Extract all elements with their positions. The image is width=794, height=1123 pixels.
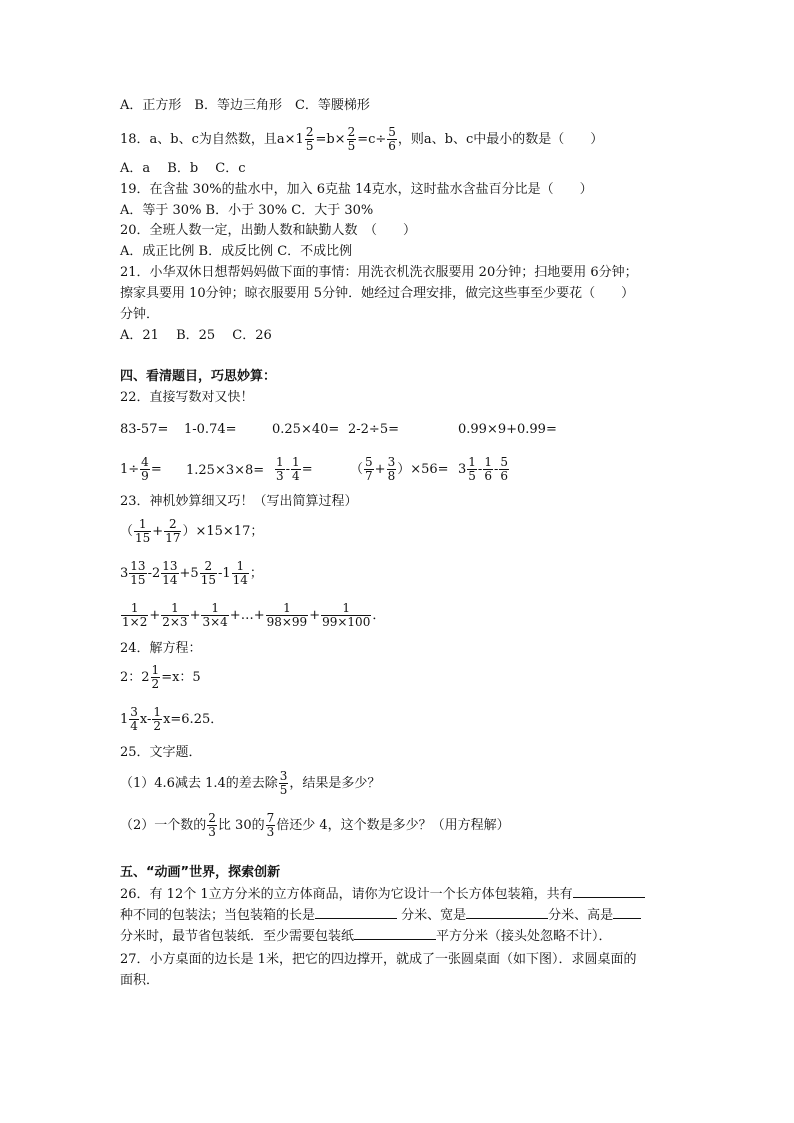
q22-r2-a: 1÷ $\frac{4}{9}$ = (120, 455, 162, 483)
q17-options: A．正方形 B．等边三角形 C．等腰梯形 (120, 98, 370, 113)
q27-line1: 27．小方桌面的边长是 1米，把它的四边撑开，就成了一张圆桌面（如下图）．求圆桌面的 (120, 952, 637, 967)
q22-title: 22．直接写数对又快！ (120, 390, 254, 405)
q20-stem: 20．全班人数一定，出勤人数和缺勤人数 （ ） (120, 223, 417, 238)
q23-title: 23．神机妙算细又巧！（写出简算过程） (120, 494, 358, 509)
q18-options: A．a B．b C．c (120, 161, 246, 176)
section4-title: 四、看清题目，巧思妙算： (120, 369, 277, 384)
q24-a: 2：2 $\frac{1}{2}$ =x：5 (120, 663, 201, 691)
q22-r2-c: $\frac{1}{3}$ - $\frac{1}{4}$ = (276, 455, 313, 483)
q20-options: A．成正比例 B．成反比例 C．不成比例 (120, 244, 353, 259)
q26-line1: 26．有 12个 1立方分米的立方体商品，请你为它设计一个长方体包装箱，共有 (120, 885, 645, 904)
q21-line1: 21．小华双休日想帮妈妈做下面的事情：用洗衣机洗衣服要用 20分钟；扫地要用 6分钟； (120, 265, 638, 280)
q18-stem: 18．a、b、c为自然数，且a×1 $\frac{2}{5}$ =b× $\frac{2}{5}$ =c÷ $\frac{5}{6}$ ，则a、b、c中最小的数是（ ） (120, 125, 604, 153)
q22-r2-d: （ $\frac{5}{7}$ + $\frac{3}{8}$ ）×56= (350, 455, 449, 483)
q19-options: A．等于 30% B．小于 30% C．大于 30% (120, 203, 374, 218)
q22-r1-c: 0.25×40= (272, 422, 340, 437)
q21-line3: 分钟． (120, 307, 160, 322)
q27-line2: 面积． (120, 973, 160, 988)
q21-line2: 擦家具要用 10分钟；晾衣服要用 5分钟．她经过合理安排，做完这些事至少要花（ ） (120, 286, 635, 301)
q22-r2-e: 3 $\frac{1}{5}$ - $\frac{1}{6}$ - $\frac{5}{6}$ (458, 455, 509, 483)
q26-line3: 分米时，最节省包装纸．至少需要包装纸 平方分米（接头处忽略不计）． (120, 929, 612, 944)
q21-options: A．21 B．25 C．26 (120, 328, 272, 343)
q26-blank-area[interactable] (354, 927, 436, 940)
q26-blank-height[interactable] (613, 906, 641, 919)
q22-r2-b: 1.25×3×8= (186, 463, 265, 478)
section5-title: 五、“动画”世界，探索创新 (120, 865, 281, 880)
q23-a: （ $\frac{1}{15}$ + $\frac{2}{17}$ ）×15×17； (120, 517, 264, 545)
q22-r1-e: 0.99×9+0.99= (458, 422, 557, 437)
q26-blank-length[interactable] (315, 906, 397, 919)
q22-r1-b: 1-0.74= (184, 422, 237, 437)
q23-c: $\frac{1}{1\times 2}$ + $\frac{1}{2\times 3}$ + $\frac{1}{3\times 4}$ +…+ $\frac{1}{98\times 99}$ + $\frac{1}{99\times 100}$ ． (122, 601, 386, 629)
q19-stem: 19．在含盐 30%的盐水中，加入 6克盐 14克水，这时盐水含盐百分比是（ ） (120, 182, 593, 197)
q25-a: （1）4.6减去 1.4的差去除 $\frac{3}{5}$ ，结果是多少？ (120, 769, 381, 797)
q22-r1-d: 2-2÷5= (348, 422, 399, 437)
q25-title: 25．文字题． (120, 745, 202, 760)
q24-b: 1 $\frac{3}{4}$ x- $\frac{1}{2}$ x=6.25． (120, 705, 224, 733)
q26-line2: 种不同的包装法；当包装箱的长是 分米、宽是 分米、高是 (120, 906, 641, 925)
q22-r1-a: 83-57= (120, 422, 169, 437)
q24-title: 24．解方程： (120, 641, 202, 656)
q25-b: （2）一个数的 $\frac{2}{3}$ 比 30的 $\frac{7}{3}$ 倍还少 4，这个数是多少？（用方程解） (120, 811, 510, 839)
q23-b: 3 $\frac{13}{15}$ -2 $\frac{13}{14}$ +5 $\frac{2}{15}$ -1 $\frac{1}{14}$ ； (120, 559, 263, 587)
q26-blank-count[interactable] (573, 885, 645, 898)
q26-blank-width[interactable] (466, 906, 548, 919)
